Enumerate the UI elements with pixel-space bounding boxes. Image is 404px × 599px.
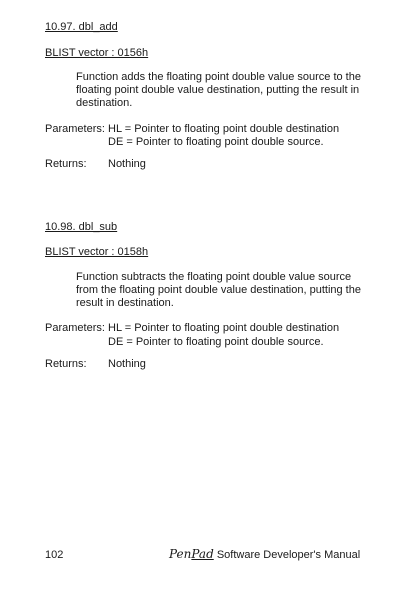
section-heading: 10.98. dbl_sub: [45, 221, 118, 233]
returns-label: Returns:: [45, 158, 87, 170]
parameter-de: DE = Pointer to floating point double source.: [108, 136, 324, 148]
logo-pen: Pen: [169, 547, 192, 561]
returns-label: Returns:: [45, 358, 87, 370]
penpad-logo: [169, 547, 214, 561]
returns-value: Nothing: [108, 158, 146, 170]
page-number: 102: [45, 549, 64, 561]
function-description: Function adds the floating point double value source to the floating point double value destination, putting the result in destination.: [76, 71, 361, 109]
function-description: Function subtracts the floating point double value source from the floating point double value destination, putting the result in destination.: [76, 271, 361, 309]
returns-value: Nothing: [108, 358, 146, 370]
parameter-hl: HL = Pointer to floating point double destination: [108, 322, 340, 334]
parameter-de: DE = Pointer to floating point double source.: [108, 336, 324, 348]
blist-vector: BLIST vector : 0158h: [45, 246, 149, 258]
section-heading: 10.97. dbl_add: [45, 21, 118, 33]
blist-vector: BLIST vector : 0156h: [45, 47, 149, 59]
parameters-label: Parameters:: [45, 123, 105, 135]
footer-brand: [169, 548, 360, 562]
parameter-hl: HL = Pointer to floating point double destination: [108, 123, 340, 135]
logo-pad: Pad: [191, 547, 214, 561]
parameters-label: Parameters:: [45, 322, 105, 334]
manual-title: Software Developer's Manual: [216, 549, 361, 561]
